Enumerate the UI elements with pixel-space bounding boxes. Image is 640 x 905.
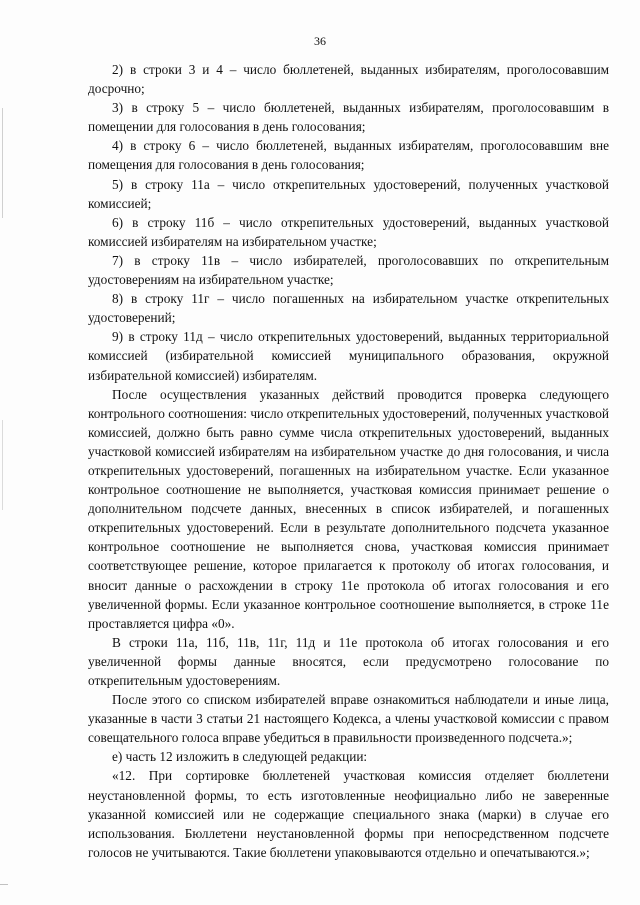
paragraph-item-2: 2) в строки 3 и 4 – число бюллетеней, выданных избирателям, проголосовавшим досрочно;: [88, 62, 609, 97]
paragraph-part-12-text: «12. При сортировке бюллетеней участковая комиссия отделяет бюллетени неустановленной формы, то есть изготовленные неофициально либо не заверенные указанной комиссией или не содержащие специального знака (марки) в случае его использования. Бюллетени неустановленной формы при непосредственном подсчете голосов не учитываются. Такие бюллетени упаковываются отдельно и опечатываются.»;: [88, 768, 609, 860]
paragraph-item-7: 7) в строку 11в – число избирателей, проголосовавших по открепительным удостоверениям на избирательном участке;: [88, 252, 609, 288]
scan-corner-mark: [0, 884, 8, 885]
paragraph-item-6: 6) в строку 11б – число открепительных удостоверений, выданных участковой комиссией избирателям на избирательном участке;: [88, 214, 609, 249]
paragraph-control-check: После осуществления указанных действий проводится проверка следующего контрольного соотношения: число открепительных удостоверений, полученных участковой комиссией, должно быть равно сумме числа открепительных удостоверений, выданных участковой комиссией избирателям на избирательном участке до дня голосования, и числа открепительных удостоверений, погашенных на избирательном участке. Если указанное контрольное соотношение не выполняется, участковая комиссия принимает решение о дополнительном подсчете данных, внесенных в список избирателей, и погашенных открепительных удостоверений. Если в результате дополнительного подсчета указанное контрольное соотношение не выполняется снова, участковая комиссия принимает соответствующее решение, которое прилагается к протоколу об итогах голосования, и вносит данные о расхождении в строку 11е протокола об итогах голосования и его увеличенной формы. Если указанное контрольное соотношение выполняется, в строке 11е проставляется цифра «0».: [88, 386, 609, 631]
scan-edge-mark: [2, 108, 3, 218]
paragraph-item-9: 9) в строку 11д – число открепительных удостоверений, выданных территориальной комиссией (избирательной комиссией муниципального образования, окружной избирательной комиссией) избирателям.: [88, 329, 609, 383]
page-body: [88, 60, 609, 862]
paragraph-item-3: 3) в строку 5 – число бюллетеней, выданных избирателям, проголосовавшим в помещении для голосования в день голосования;: [88, 100, 609, 135]
paragraph-item-8: 8) в строку 11г – число погашенных на избирательном участке открепительных удостоверений;: [88, 291, 609, 326]
paragraph-observers: После этого со списком избирателей вправе ознакомиться наблюдатели и иные лица, указанные в части 3 статьи 21 настоящего Кодекса, а члены участковой комиссии с правом совещательного голоса вправе убедиться в правильности произведенного подсчета.»;: [88, 692, 609, 746]
scan-edge-mark: [2, 420, 3, 510]
paragraph-lines-11: В строки 11а, 11б, 11в, 11г, 11д и 11е протокола об итогах голосования и его увеличенной формы данные вносятся, если предусмотрено голосование по открепительным удостоверениям.: [88, 634, 609, 688]
paragraph-item-4: 4) в строку 6 – число бюллетеней, выданных избирателям, проголосовавшим вне помещения для голосования в день голосования;: [88, 138, 609, 173]
page-number: 36: [314, 34, 326, 48]
paragraph-item-5: 5) в строку 11а – число открепительных удостоверений, полученных участковой комиссией;: [88, 176, 609, 211]
paragraph-part-12-intro: е) часть 12 изложить в следующей редакции:: [112, 749, 368, 765]
